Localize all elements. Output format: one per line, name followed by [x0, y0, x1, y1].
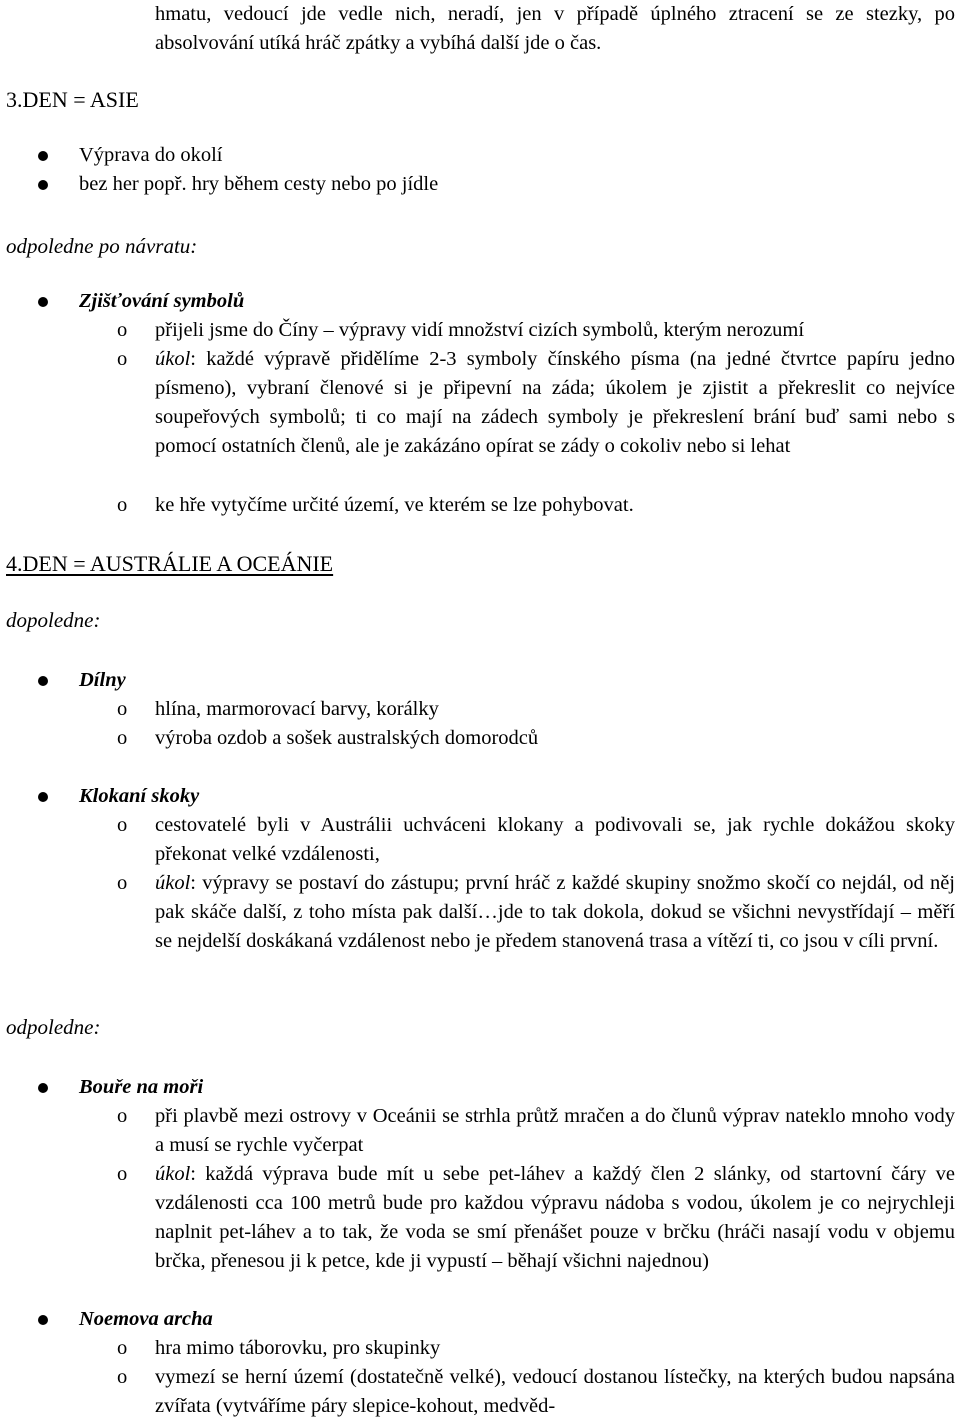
kangaroo-sub-item — [117, 811, 955, 869]
sub-text: hra mimo táborovku, pro skupinky — [155, 1337, 441, 1359]
intro-continuation — [117, 0, 955, 58]
sub-marker: o — [117, 1105, 128, 1127]
storm-sub-item — [117, 1160, 955, 1276]
sub-text: výroba ozdob a sošek australských domorodců — [155, 727, 539, 749]
sub-marker: o — [117, 698, 128, 720]
kangaroo-sub-item — [117, 869, 955, 956]
sub-marker: o — [117, 1366, 128, 1388]
sub-marker: o — [117, 814, 128, 836]
day3-activity-title: Zjišťování symbolů — [79, 290, 245, 312]
bullet-dot — [38, 151, 48, 161]
sub-text: hlína, marmorovací barvy, korálky — [155, 698, 439, 720]
sub-text: přijeli jsme do Číny – výpravy vidí množství cizích symbolů, kterým nerozumí — [155, 319, 805, 341]
sub-text: : výpravy se postaví do zástupu; první hráč z každé skupiny snožmo skočí co nejdál, od něj pak skáče další, z toho místa pak další…jde to tak dokola, dokud se všichni nevystřídají – měří se nejdelší doskákaná vzdálenost nebo je předem stanovená trasa a vítězí ti, co jsou v cíli první. — [155, 872, 955, 952]
intro-text: hmatu, vedoucí jde vedle nich, neradí, jen v případě úplného ztracení se ze stezky, po absolvování utíká hráč zpátky a vybíhá další jde o čas. — [155, 3, 955, 54]
ark-sub-item — [117, 1363, 955, 1421]
sub-text: ke hře vytyčíme určité území, ve kterém se lze pohybovat. — [155, 494, 634, 516]
storm-title: Bouře na moři — [79, 1076, 204, 1098]
bullet-dot — [38, 297, 48, 307]
sub-marker: o — [117, 348, 128, 370]
day3-bullet-games: bez her popř. hry během cesty nebo po jídle — [79, 173, 439, 195]
sub-text: : každé výpravě přidělíme 2-3 symboly čínského písma (na jedné čtvrtce papíru jedno písmeno), vybraní členové si je připevní na záda; úkolem je zjistit a překreslit co nejvíce soupeřových symbolů; ti co mají na zádech symboly je překreslení brání buď sami nebo s pomocí ostatních členů, ale je zakázáno opírat se zády o cokoliv nebo si lehat — [155, 348, 955, 457]
day3-afternoon-label: odpoledne po návratu: — [6, 234, 198, 258]
ark-sub-item — [117, 1334, 955, 1363]
sub-marker: o — [117, 1163, 128, 1185]
sub-text: : každá výprava bude mít u sebe pet-láhev a každý člen 2 slánky, od startovní čáry ve vzdálenosti cca 100 metrů bude pro každou výpravu nádoba s vodou, úkolem je co nejrychleji naplnit pet-láhev a to tak, že voda se smí přenášet pouze v brčku (hráči nasají vodu v objemu brčka, přenesou ji k petce, kde ji vypustí – běhají všichni najednou) — [155, 1163, 955, 1272]
storm-sub-item — [117, 1102, 955, 1160]
day3-bullet-trip: Výprava do okolí — [79, 144, 223, 166]
sub-text: při plavbě mezi ostrovy v Oceánii se strhla průtž mračen a do člunů výprav nateklo mnoho vody a musí se rychle vyčerpat — [155, 1105, 955, 1156]
sub-marker: o — [117, 319, 128, 341]
day3-sub-item — [117, 491, 955, 520]
day4-heading: 4.DEN = AUSTRÁLIE A OCEÁNIE — [6, 551, 334, 576]
sub-marker: o — [117, 727, 128, 749]
task-label: úkol — [155, 1163, 191, 1185]
workshops-sub-item — [117, 724, 955, 753]
bullet-dot — [38, 180, 48, 190]
sub-marker: o — [117, 872, 128, 894]
task-label: úkol — [155, 872, 191, 894]
bullet-dot — [38, 1315, 48, 1325]
bullet-dot — [38, 1083, 48, 1093]
sub-marker: o — [117, 1337, 128, 1359]
sub-marker: o — [117, 494, 128, 516]
day4-afternoon-label: odpoledne: — [6, 1015, 101, 1039]
day3-heading: 3.DEN = ASIE — [6, 87, 139, 112]
day3-sub-item — [117, 316, 955, 345]
task-label: úkol — [155, 348, 191, 370]
bullet-dot — [38, 792, 48, 802]
workshops-title: Dílny — [79, 669, 126, 691]
sub-text: cestovatelé byli v Austrálii uchváceni klokany a podivovali se, jak rychle dokážou skoky překonat velké vzdálenosti, — [155, 814, 955, 865]
kangaroo-title: Klokaní skoky — [79, 785, 200, 807]
workshops-sub-item — [117, 695, 955, 724]
day3-sub-item — [117, 345, 955, 461]
ark-title: Noemova archa — [79, 1308, 213, 1330]
day4-morning-label: dopoledne: — [6, 608, 101, 632]
sub-text: vymezí se herní území (dostatečně velké), vedoucí dostanou lístečky, na kterých budou napsána zvířata (vytváříme páry slepice-kohout, medvěd- — [155, 1366, 955, 1417]
bullet-dot — [38, 676, 48, 686]
